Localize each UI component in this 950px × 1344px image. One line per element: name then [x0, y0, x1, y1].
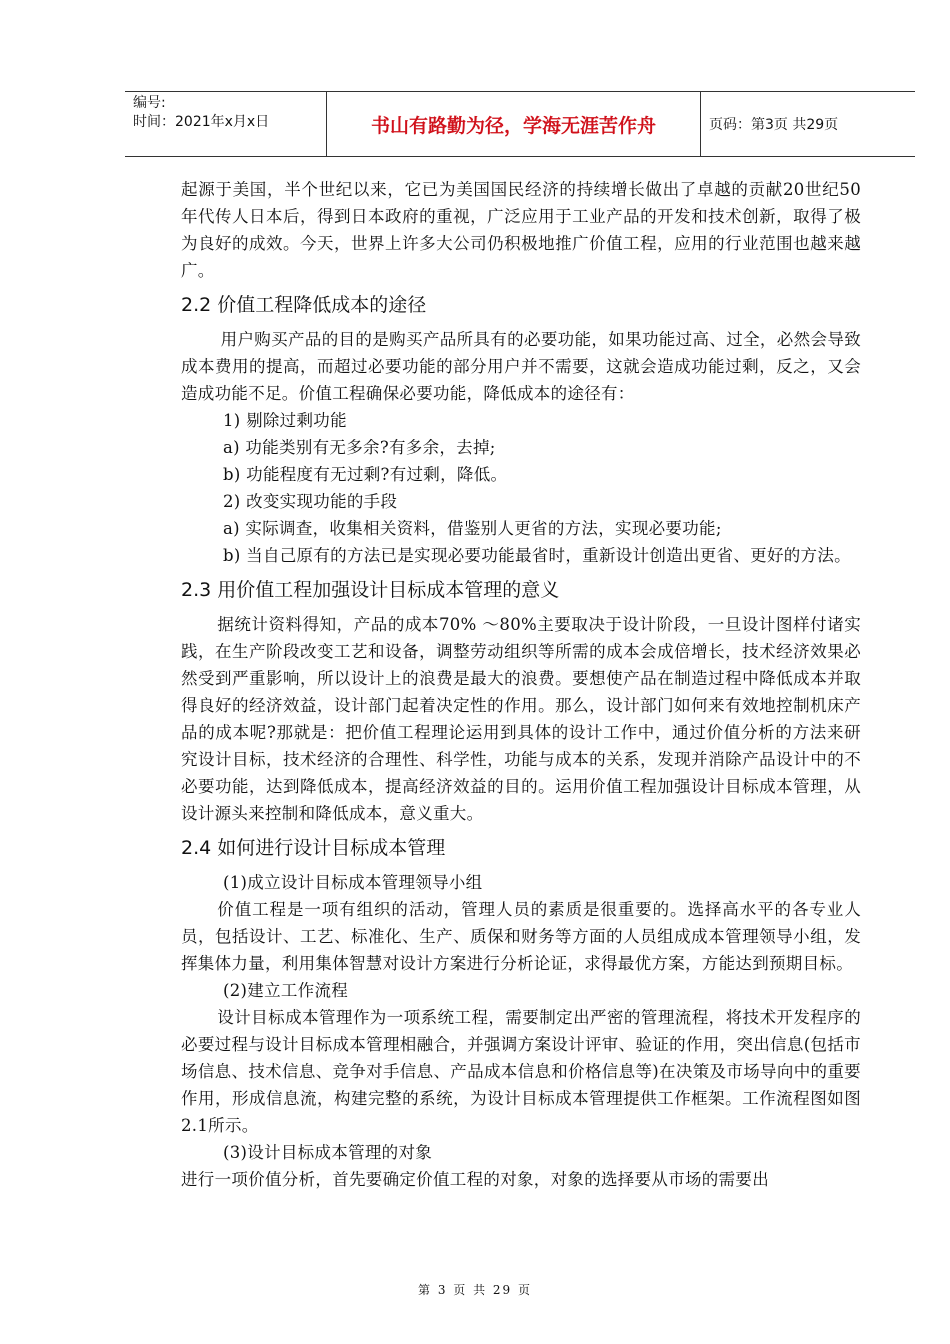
list-item: 2) 改变实现功能的手段	[223, 492, 398, 511]
header-page-info: 页码：第3页 共29页	[709, 117, 839, 133]
section-2-4-paragraph: 价值工程是一项有组织的活动，管理人员的素质是很重要的。选择高水平的各专业人员，包括设计、工艺、标准化、生产、质保和财务等方面的人员组成成本管理领导小组，发挥集体力量，利用集体智慧对设计方案进行分析论证，求得最优方案，方能达到预期目标。	[181, 900, 861, 973]
subsection-title: (1)成立设计目标成本管理领导小组	[223, 873, 483, 892]
document-number-label: 编号:	[133, 95, 166, 111]
list-item: a) 实际调查，收集相关资料，借鉴别人更省的方法，实现必要功能;	[223, 519, 722, 538]
section-2-3-paragraph: 据统计资料得知，产品的成本70% ～80%主要取决于设计阶段，一旦设计图样付诸实践，在生产阶段改变工艺和设备，调整劳动组织等所需的成本会成倍增长，技术经济效果必然受到严重影响，所以设计上的浪费是最大的浪费。要想使产品在制造过程中降低成本并取得良好的经济效益，设计部门起着决定性的作用。那么，设计部门如何来有效地控制机床产品的成本呢?那就是：把价值工程理论运用到具体的设计工作中，通过价值分析的方法来研究设计目标，技术经济的合理性、科学性，功能与成本的关系，发现并消除产品设计中的不必要功能，达到降低成本，提高经济效益的目的。运用价值工程加强设计目标成本管理，从设计源头来控制和降低成本，意义重大。	[181, 615, 861, 823]
list-item: 1) 剔除过剩功能	[223, 411, 347, 430]
header-meta	[125, 92, 327, 156]
list-item: b) 功能程度有无过剩?有过剩，降低。	[223, 465, 508, 484]
section-2-2-paragraph: 用户购买产品的目的是购买产品所具有的必要功能，如果功能过高、过全，必然会导致成本费用的提高，而超过必要功能的部分用户并不需要，这就会造成功能过剩，反之，又会造成功能不足。价值工程确保必要功能，降低成本的途径有：	[181, 330, 861, 403]
section-heading-2-4: 2.4 如何进行设计目标成本管理	[181, 837, 446, 859]
subsection-title: (3)设计目标成本管理的对象	[223, 1143, 433, 1162]
section-2-4-paragraph: 进行一项价值分析，首先要确定价值工程的对象，对象的选择要从市场的需要出	[181, 1170, 769, 1189]
page-header	[125, 91, 915, 157]
section-heading-2-3: 2.3 用价值工程加强设计目标成本管理的意义	[181, 579, 560, 601]
subsection-title: (2)建立工作流程	[223, 981, 349, 1000]
list-item: b) 当自己原有的方法已是实现必要功能最省时，重新设计创造出更省、更好的方法。	[223, 546, 851, 565]
document-time-label: 时间：2021年x月x日	[133, 114, 270, 130]
list-item: a) 功能类别有无多余?有多余，去掉;	[223, 438, 496, 457]
intro-paragraph: 起源于美国，半个世纪以来，它已为美国国民经济的持续增长做出了卓越的贡献20世纪50年代传人日本后，得到日本政府的重视，广泛应用于工业产品的开发和技术创新，取得了极为良好的成效。今天，世界上许多大公司仍积极地推广价值工程，应用的行业范围也越来越广。	[181, 180, 861, 280]
section-2-4-paragraph: 设计目标成本管理作为一项系统工程，需要制定出严密的管理流程，将技术开发程序的必要过程与设计目标成本管理相融合，并强调方案设计评审、验证的作用，突出信息(包括市场信息、技术信息、竞争对手信息、产品成本信息和价格信息等)在决策及市场导向中的重要作用，形成信息流，构建完整的系统，为设计目标成本管理提供工作框架。工作流程图如图2.1所示。	[181, 1008, 861, 1135]
page-footer: 第 3 页 共 29 页	[418, 1283, 532, 1297]
header-motto: 书山有路勤为径，学海无涯苦作舟	[327, 92, 701, 156]
section-heading-2-2: 2.2 价值工程降低成本的途径	[181, 294, 427, 316]
document-body	[181, 176, 861, 1193]
